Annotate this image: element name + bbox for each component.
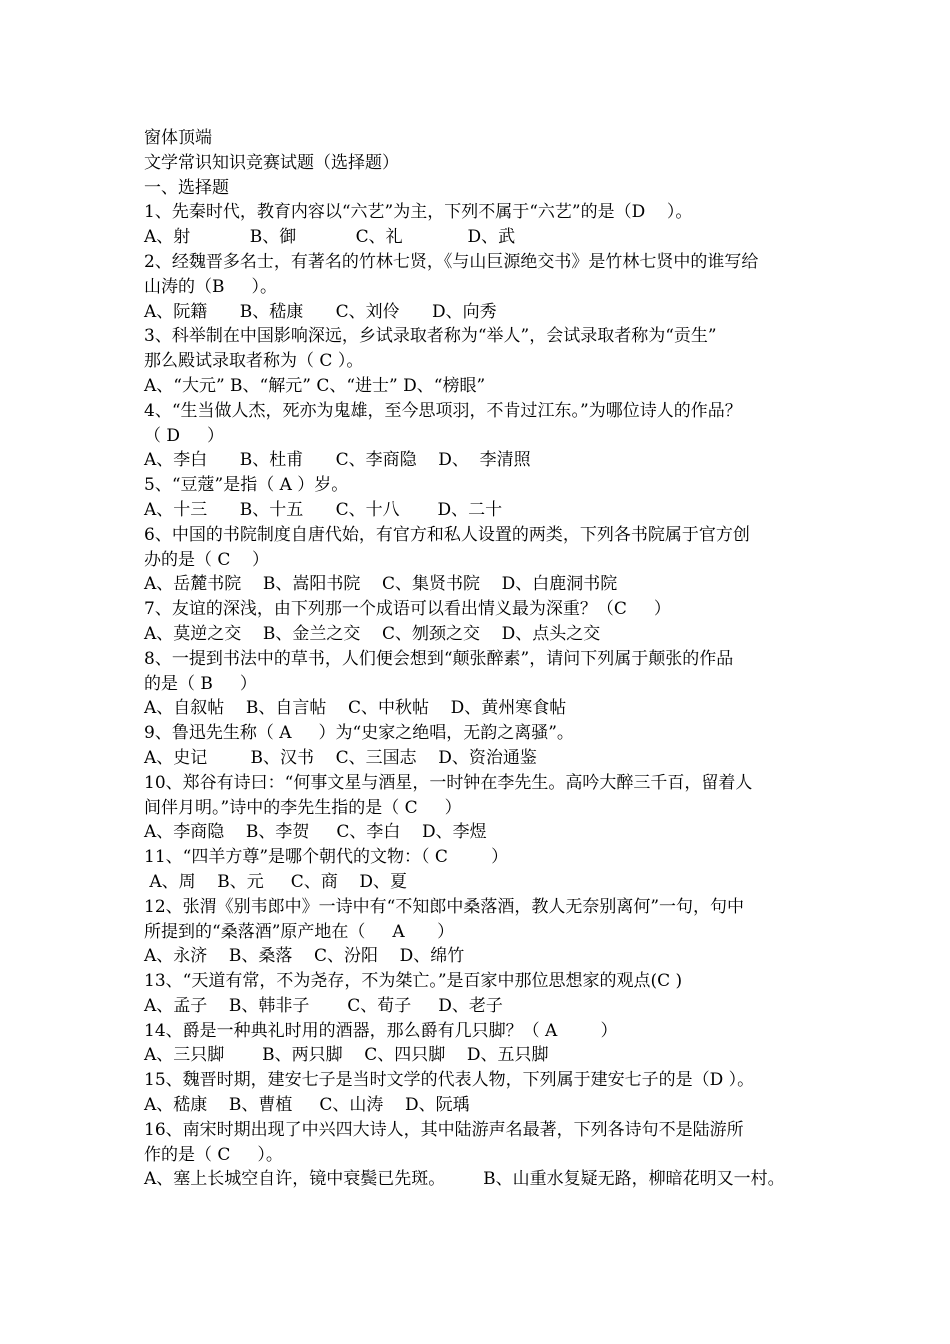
options-line: A、李商隐 B、李贺 C、李白 D、李煜 <box>144 822 487 843</box>
question-line: 办的是（ C ） <box>144 549 270 570</box>
question-line: 山涛的（B ）。 <box>144 276 278 297</box>
question-line: 13、“天道有常，不为尧存，不为桀亡。”是百家中那位思想家的观点(C ) <box>144 971 683 992</box>
options-line: A、李白 B、杜甫 C、李商隐 D、 李清照 <box>144 450 531 471</box>
question-line: 那么殿试录取者称为（ C ）。 <box>144 351 364 372</box>
question-line: 14、爵是一种典礼时用的酒器，那么爵有几只脚？（ A ） <box>144 1020 618 1041</box>
text-line: 窗体顶端 <box>144 128 212 148</box>
options-line: A、孟子 B、韩非子 C、荀子 D、老子 <box>144 995 503 1016</box>
section-heading: 一、选择题 <box>144 177 229 198</box>
question-line: （ D ） <box>144 425 225 446</box>
question-line: 6、中国的书院制度自唐代始，有官方和私人设置的两类，下列各书院属于官方创 <box>144 524 750 545</box>
options-line: A、莫逆之交 B、金兰之交 C、刎颈之交 D、点头之交 <box>144 623 601 644</box>
question-line: 7、友谊的深浅，由下列那一个成语可以看出情义最为深重？（C ） <box>144 599 671 620</box>
question-line: 16、南宋时期出现了中兴四大诗人，其中陆游声名最著，下列各诗句不是陆游所 <box>144 1119 744 1140</box>
options-line: A、史记 B、汉书 C、三国志 D、资治通鉴 <box>144 747 537 768</box>
options-line: A、阮籍 B、嵇康 C、刘伶 D、向秀 <box>144 301 497 322</box>
question-line: 间伴月明。”诗中的李先生指的是（ C ） <box>144 797 462 818</box>
options-line: A、岳麓书院 B、嵩阳书院 C、集贤书院 D、白鹿洞书院 <box>144 574 618 595</box>
options-line: A、周 B、元 C、商 D、夏 <box>144 871 408 892</box>
question-line: 所提到的“桑落酒”原产地在（ A ） <box>144 921 455 942</box>
options-line: A、三只脚 B、两只脚 C、四只脚 D、五只脚 <box>144 1045 549 1066</box>
question-line: 2、经魏晋多名士，有著名的竹林七贤，《与山巨源绝交书》是竹林七贤中的谁写给 <box>144 251 759 272</box>
question-line: 11、“四羊方尊”是哪个朝代的文物：（ C ） <box>144 847 509 868</box>
document-title: 文学常识知识竞赛试题（选择题） <box>144 152 399 173</box>
question-line: 15、魏晋时期，建安七子是当时文学的代表人物，下列属于建安七子的是（D ）。 <box>144 1070 755 1091</box>
question-line: 12、张渭《别韦郎中》一诗中有“不知郎中桑落酒，教人无奈别离何”一句，句中 <box>144 896 745 917</box>
options-line: A、永济 B、桑落 C、汾阳 D、绵竹 <box>144 946 465 967</box>
document-page <box>144 126 834 1192</box>
options-line: A、十三 B、十五 C、十八 D、二十 <box>144 499 503 520</box>
question-line: 的是（ B ） <box>144 673 257 694</box>
options-line: A、嵇康 B、曹植 C、山涛 D、阮瑀 <box>144 1095 470 1116</box>
options-line: A、塞上长城空自许，镜中衰鬓已先斑。 B、山重水复疑无路，柳暗花明又一村。 <box>144 1169 785 1190</box>
options-line: A、自叙帖 B、自言帖 C、中秋帖 D、黄州寒食帖 <box>144 698 567 719</box>
question-line: 10、郑谷有诗曰：“何事文星与酒星，一时钟在李先生。高吟大醉三千百，留着人 <box>144 772 753 793</box>
question-line: 作的是（ C ）。 <box>144 1144 283 1165</box>
question-line: 8、一提到书法中的草书，人们便会想到“颠张醉素”，请问下列属于颠张的作品 <box>144 648 734 669</box>
question-line: 4、“生当做人杰，死亦为鬼雄，至今思项羽，不肯过江东。”为哪位诗人的作品？ <box>144 400 742 421</box>
question-line: 5、“豆蔻”是指（ A ）岁。 <box>144 475 349 496</box>
options-line: A、“大元” B、“解元” C、“进士” D、“榜眼” <box>144 375 486 396</box>
question-line: 3、科举制在中国影响深远，乡试录取者称为“举人”，会试录取者称为“贡生” <box>144 326 717 347</box>
options-line: A、射 B、御 C、礼 D、武 <box>144 227 516 248</box>
question-line: 1、先秦时代，教育内容以“六艺”为主，下列不属于“六艺”的是（D ）。 <box>144 202 693 223</box>
question-line: 9、鲁迅先生称（ A ）为“史家之绝唱，无韵之离骚”。 <box>144 723 574 744</box>
